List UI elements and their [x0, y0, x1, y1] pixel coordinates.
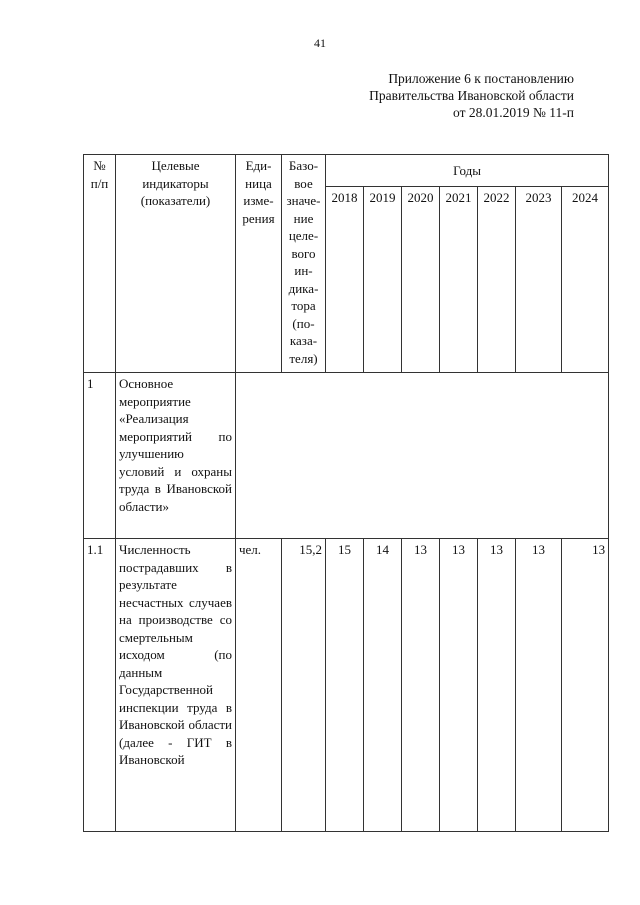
header-year-2020: 2020 — [402, 187, 440, 373]
table-row — [84, 539, 609, 832]
appendix-header — [369, 70, 574, 121]
row-value-2019: 14 — [364, 539, 402, 832]
appendix-line-1: Приложение 6 к постановлению — [388, 71, 574, 86]
page-number: 41 — [314, 36, 326, 50]
row-num: 1 — [84, 373, 116, 539]
row-indicator-name: Основное мероприятие «Реализация мероприятий по улучшению условий и охраны труда в Ивановской области» — [116, 373, 236, 539]
row-value-2020: 13 — [402, 539, 440, 832]
header-year-2021: 2021 — [440, 187, 478, 373]
row-indicator-name: Численность пострадавших в результате несчастных случаев на производстве со смертельным исходом (по данным Государственной инспекции труда в Ивановской области (далее - ГИТ в Ивановской — [116, 539, 236, 832]
header-num: № п/п — [84, 155, 116, 373]
row-num: 1.1 — [84, 539, 116, 832]
indicators-table — [83, 154, 609, 832]
appendix-line-3: от 28.01.2019 № 11-п — [453, 105, 574, 120]
row-value-2024: 13 — [562, 539, 609, 832]
appendix-line-2: Правительства Ивановской области — [369, 88, 574, 103]
header-years: Годы — [326, 155, 609, 187]
header-unit: Единица измерения — [236, 155, 282, 373]
row-value-2023: 13 — [516, 539, 562, 832]
header-year-2018: 2018 — [326, 187, 364, 373]
row-unit: чел. — [236, 539, 282, 832]
header-year-2022: 2022 — [478, 187, 516, 373]
table-row — [84, 373, 609, 539]
row-value-2022: 13 — [478, 539, 516, 832]
row-base-value: 15,2 — [282, 539, 326, 832]
header-year-2023: 2023 — [516, 187, 562, 373]
header-base-value: Базовое значение целевого индикатора (показателя) — [282, 155, 326, 373]
row-value-2018: 15 — [326, 539, 364, 832]
row-empty-span — [236, 373, 609, 539]
header-indicators: Целевые индикаторы (показатели) — [116, 155, 236, 373]
header-year-2019: 2019 — [364, 187, 402, 373]
header-year-2024: 2024 — [562, 187, 609, 373]
row-value-2021: 13 — [440, 539, 478, 832]
